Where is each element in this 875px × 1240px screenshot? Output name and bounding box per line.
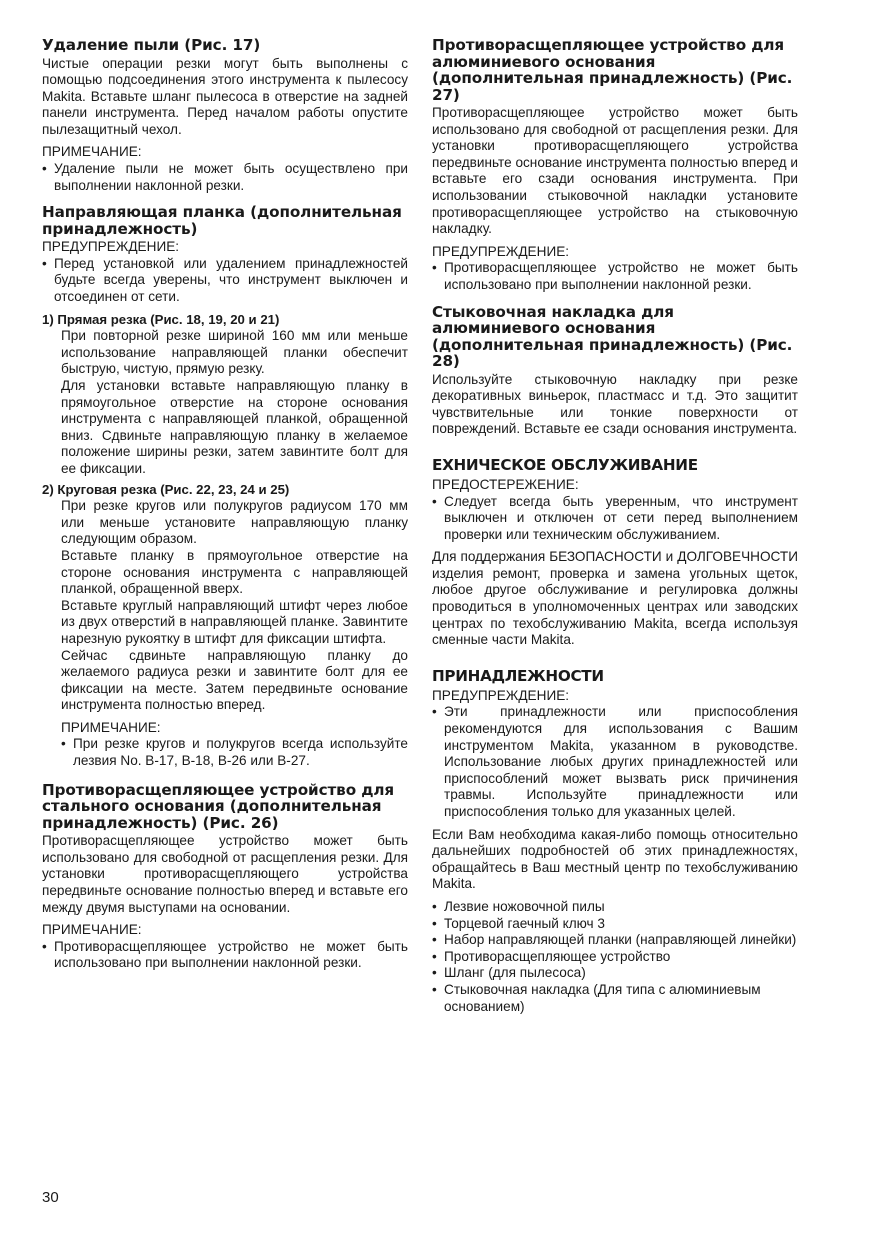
straight-cuts-paragraph-2: Для установки вставьте направляющую планку в прямоугольное отверстие на стороне основания инструмента с направляющей планкой, обращенной вниз. Сдвиньте направляющую планку в желаемое положение ширины резки, затем завинтите болт для ее фиксации. [61,378,408,476]
anti-splintering-aluminum-paragraph: Противорасщепляющее устройство может быть использовано для свободной от расщепления резки. Для установки противорасщепляющего устройства передвиньте основание инструмента полностью вперед и вставьте его сзади основания инструмента. При использовании стыковочной накладки установите противорасщепляющее устройство на стыковочную накладку. [432,105,798,237]
warning-list [42,256,408,306]
section-heading-cover-plate: Стыковочная накладка для алюминиевого основания (дополнительная принадлежность) (Рис. 28) [432,302,793,371]
note-list [61,736,408,769]
note-item: • Противорасщепляющее устройство не может быть использовано при выполнении наклонной резки. [42,939,408,972]
straight-cuts-block [42,328,408,477]
section-heading-guide-rule: Направляющая планка (дополнительная принадлежность) [42,203,402,238]
list-item: • Противорасщепляющее устройство [432,949,798,966]
note-item: • При резке кругов и полукругов всегда используйте лезвия No. B-17, B-18, B-26 или B-27. [61,736,408,769]
left-column [42,37,408,972]
warning-label: ПРЕДУПРЕЖДЕНИЕ: [432,687,570,703]
section-heading-accessories: ПРИНАДЛЕЖНОСТИ [432,666,604,685]
list-item: • Набор направляющей планки (направляющей линейки) [432,932,798,949]
subheading-straight-cuts: 1) Прямая резка (Рис. 18, 19, 20 и 21) [42,311,280,327]
caution-item: • Следует всегда быть уверенным, что инструмент выключен и отключен от сети перед выполнением проверки или техническим обслуживанием. [432,494,798,544]
circular-cuts-paragraph-1: При резке кругов или полукругов радиусом 170 мм или меньше установите направляющую планку следующим образом. [61,498,408,547]
page-number: 30 [42,1189,59,1206]
subheading-circular-cuts: 2) Круговая резка (Рис. 22, 23, 24 и 25) [42,481,290,497]
note-item: • Удаление пыли не может быть осуществлено при выполнении наклонной резки. [42,161,408,194]
section-heading-maintenance: ЕХНИЧЕСКОЕ ОБСЛУЖИВАНИЕ [432,455,698,474]
anti-splintering-steel-paragraph: Противорасщепляющее устройство может быть использовано для свободной от расщепления резки. Для установки противорасщепляющего устройства передвиньте основание полностью вперед и вставьте его между двумя выступами на основании. [42,833,408,915]
section-heading-dust-removal: Удаление пыли (Рис. 17) [42,36,261,54]
note-list [42,161,408,194]
accessories-paragraph: Если Вам необходима какая-либо помощь относительно дальнейших подробностей об этих принадлежностях, обращайтесь в Ваш местный центр по техобслуживанию Makita. [432,826,798,892]
warning-item: • Противорасщепляющее устройство не может быть использовано при выполнении наклонной резки. [432,260,798,293]
warning-item: • Эти принадлежности или приспособления рекомендуются для использования с Вашим инструментом Makita, указанном в руководстве. Использование любых других принадлежностей или приспособлений может вызвать риск причинения травмы. Используйте принадлежности или приспособления только для указанных целей. [432,704,798,820]
warning-label: ПРЕДУПРЕЖДЕНИЕ: [42,239,180,255]
caution-label: ПРЕДОСТЕРЕЖЕНИЕ: [432,476,579,492]
section-heading-anti-splintering-steel: Противорасщепляющее устройство для стального основания (дополнительная принадлежность) (Рис. 26) [42,780,395,832]
right-column [432,37,798,1015]
circular-cuts-paragraph-2: Вставьте планку в прямоугольное отверстие на стороне основания инструмента с направляющей планкой, обращенной вверх. [61,547,408,597]
circular-cuts-paragraph-4: Сейчас сдвиньте направляющую планку до желаемого радиуса резки и завинтите болт для ее фиксации на месте. Затем передвиньте основание инструмента полностью вперед. [61,647,408,713]
caution-list [432,494,798,544]
warning-list [432,260,798,293]
accessories-list [432,899,798,1015]
note-label: ПРИМЕЧАНИЕ: [42,922,142,938]
list-item: • Шланг (для пылесоса) [432,965,798,982]
section-heading-anti-splintering-aluminum: Противорасщепляющее устройство для алюминиевого основания (дополнительная принадлежность) (Рис. 27) [432,36,793,104]
warning-label: ПРЕДУПРЕЖДЕНИЕ: [432,243,570,259]
straight-cuts-paragraph-1: При повторной резке шириной 160 мм или меньше использование направляющей планки обеспечит быструю, чистую, прямую резку. [61,328,408,377]
warning-item: • Перед установкой или удалением принадлежностей будьте всегда уверены, что инструмент выключен и отсоединен от сети. [42,256,408,306]
cover-plate-paragraph: Используйте стыковочную накладку при резке декоративных виньерок, пластмасс и т.д. Это защитит чувствительные или тонкие поверхности от повреждений. Вставьте ее сзади основания инструмента. [432,371,798,437]
maintenance-paragraph: Для поддержания БЕЗОПАСНОСТИ и ДОЛГОВЕЧНОСТИ изделия ремонт, проверка и замена угольных щеток, любое другое обслуживание и регулировка должны проводиться в уполномоченных центрах или заводских центрах по техобслуживанию Makita, всегда используя сменные части Makita. [432,549,798,648]
circular-cuts-block [42,498,408,770]
list-item: • Стыковочная накладка (Для типа с алюминиевым основанием) [432,982,798,1015]
circular-cuts-paragraph-3: Вставьте круглый направляющий штифт через любое из двух отверстий в направляющей планке. Завинтите нарезную рукоятку в штифт для фиксации штифта. [61,597,408,646]
list-item: • Торцевой гаечный ключ 3 [432,916,798,933]
dust-removal-paragraph: Чистые операции резки могут быть выполнены с помощью подсоединения этого инструмента к пылесосу Makita. Вставьте шланг пылесоса в отверстие на задней панели инструмента. Перед началом работы опустите пылезащитный чехол. [42,55,408,137]
list-item: • Лезвие ножовочной пилы [432,899,798,916]
warning-list [432,704,798,820]
note-label: ПРИМЕЧАНИЕ: [61,719,161,735]
note-label: ПРИМЕЧАНИЕ: [42,144,142,160]
note-list [42,939,408,972]
